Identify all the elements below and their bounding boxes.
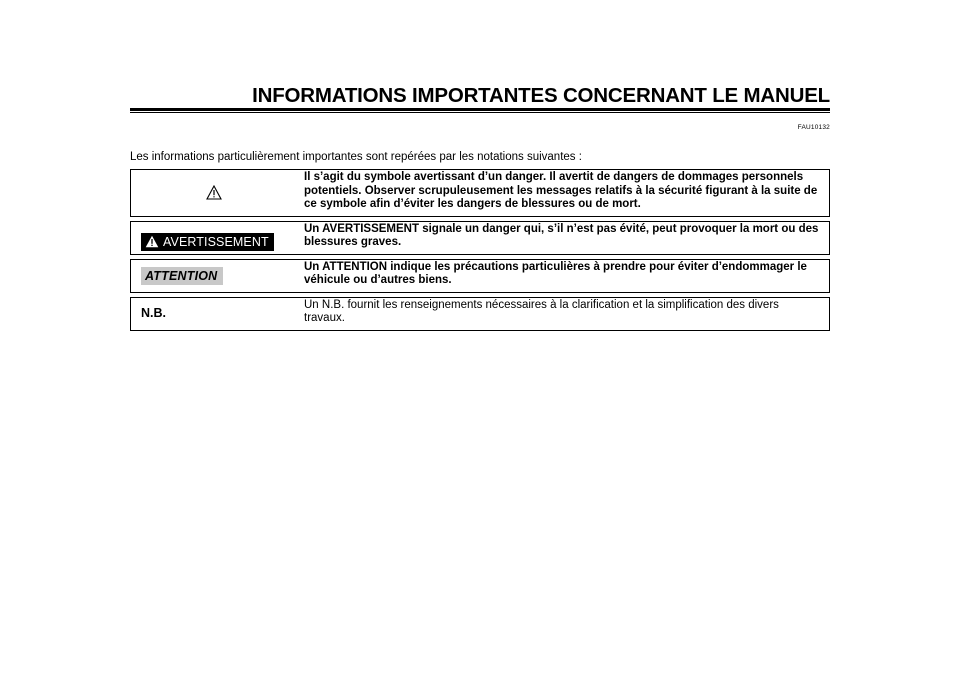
notation-description: Un ATTENTION indique les précautions particulières à prendre pour éviter d’endommager le véhicule ou d’autres biens. xyxy=(304,260,807,286)
notation-description: Il s’agit du symbole avertissant d’un danger. Il avertit de dangers de dommages personnels potentiels. Observer scrupuleusement les messages relatifs à la sécurité figurant à la suite de ce symbole afin d’éviter les dangers de blessures ou de mort. xyxy=(304,171,818,210)
document-code: FAU10132 xyxy=(797,124,830,131)
notation-symbol-cell xyxy=(131,259,298,292)
notation-row-danger-symbol xyxy=(131,170,830,217)
notation-row-attention xyxy=(131,259,830,292)
notation-description: Un AVERTISSEMENT signale un danger qui, s’il n’est pas évité, peut provoquer la mort ou des blessures graves. xyxy=(304,222,819,248)
notation-description-cell xyxy=(297,297,830,330)
warning-triangle-icon xyxy=(145,235,159,248)
notation-symbol-cell xyxy=(131,221,298,254)
avertissement-label: AVERTISSEMENT xyxy=(163,234,269,249)
notation-table xyxy=(130,169,830,331)
notation-description-cell xyxy=(297,170,830,217)
notation-row-avertissement xyxy=(131,221,830,254)
title-rule xyxy=(130,108,830,111)
title-rule-thin xyxy=(130,112,830,113)
intro-text: Les informations particulièrement importantes sont repérées par les notations suivantes : xyxy=(130,151,582,163)
attention-badge: ATTENTION xyxy=(141,267,223,285)
nb-label: N.B. xyxy=(141,305,166,320)
notation-symbol-cell xyxy=(131,297,298,330)
notation-description-cell xyxy=(297,221,830,254)
notation-row-nb xyxy=(131,297,830,330)
page-title: INFORMATIONS IMPORTANTES CONCERNANT LE MANUEL xyxy=(252,84,830,107)
warning-triangle-icon xyxy=(206,185,222,200)
notation-description-cell xyxy=(297,259,830,292)
notation-symbol-cell xyxy=(131,170,298,217)
avertissement-badge xyxy=(141,233,274,251)
notation-description: Un N.B. fournit les renseignements nécessaires à la clarification et la simplification des divers travaux. xyxy=(304,298,779,324)
